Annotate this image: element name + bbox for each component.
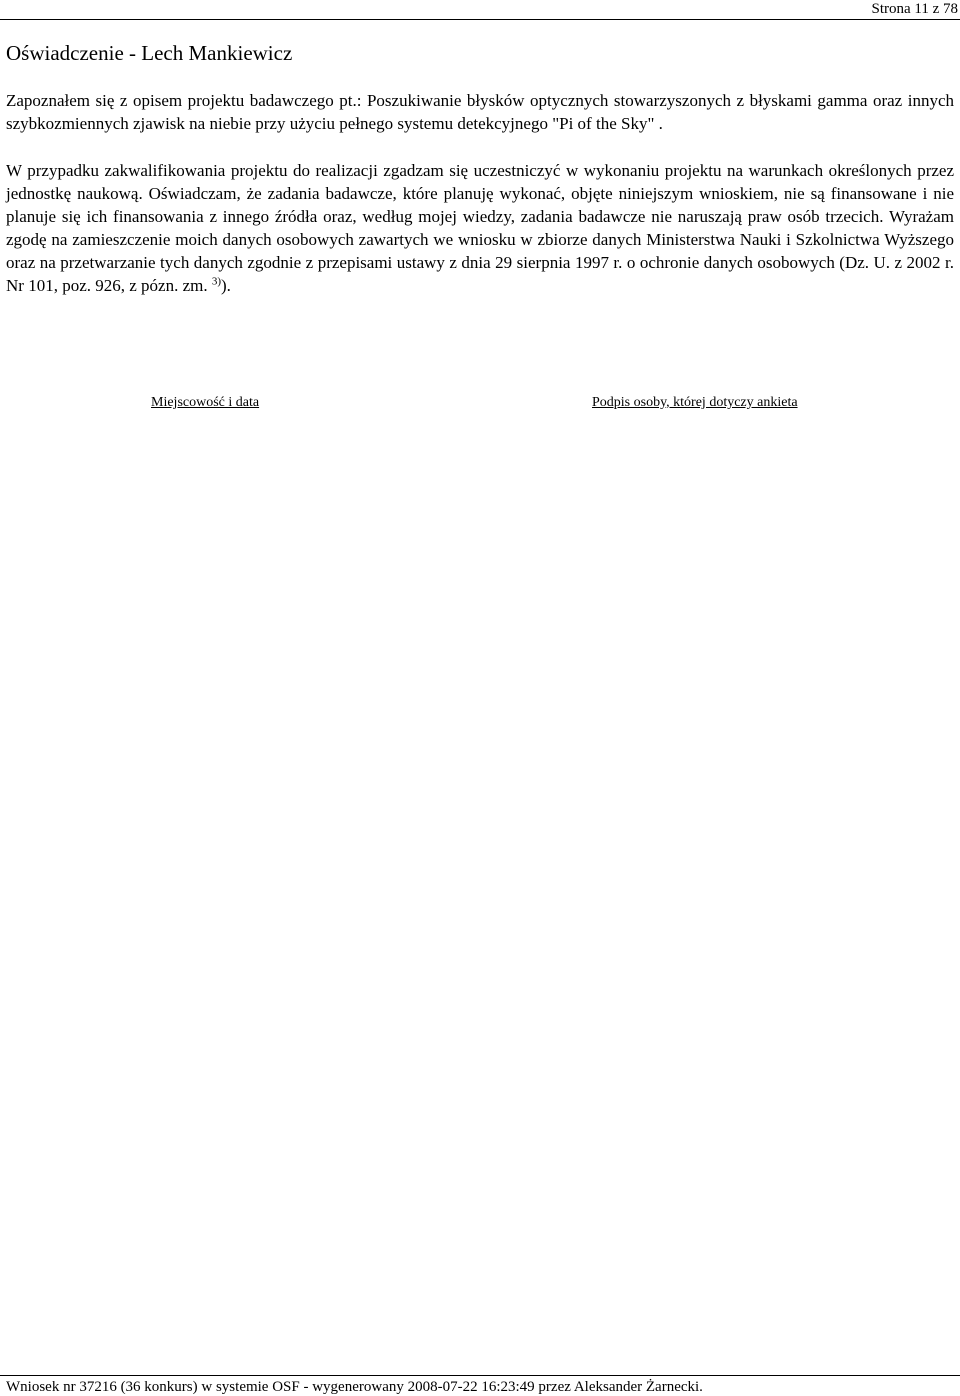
declaration-closing: ). xyxy=(221,276,231,295)
footer-divider xyxy=(0,1375,960,1376)
footer-text: Wniosek nr 37216 (36 konkurs) w systemie OSF - wygenerowany 2008-07-22 16:23:49 przez Aleksander Żarnecki. xyxy=(6,1379,703,1395)
declaration-paragraph xyxy=(6,159,954,297)
header-divider xyxy=(0,19,960,20)
signature-label: Podpis osoby, której dotyczy ankieta xyxy=(592,395,798,410)
declaration-text: W przypadku zakwalifikowania projektu do realizacji zgadzam się uczestniczyć w wykonaniu projektu na warunkach określonych przez jednostkę naukową. Oświadczam, że zadania badawcze, które planuję wykonać, objęte niniejszym wnioskiem, nie są finansowane i nie planuje się ich finansowania z innego źródła oraz, według mojej wiedzy, zadania badawcze nie naruszają praw osób trzecich. Wyrażam zgodę na zamieszczenie moich danych osobowych zawartych we wniosku w zbiorze danych Ministerstwa Nauki i Szkolnictwa Wyższego oraz na przetwarzanie tych danych zgodnie z przepisami ustawy z dnia 29 sierpnia 1997 r. o ochronie danych osobowych (Dz. U. z 2002 r. Nr 101, poz. 926, z pózn. zm. xyxy=(6,161,954,295)
place-date-label: Miejscowość i data xyxy=(151,395,260,410)
document-title: Oświadczenie - Lech Mankiewicz xyxy=(6,41,293,65)
project-acknowledgement-paragraph: Zapoznałem się z opisem projektu badawczego pt.: Poszukiwanie błysków optycznych stowarzyszonych z błyskami gamma oraz innych szybkozmiennych zjawisk na niebie przy użyciu pełnego systemu detekcyjnego "Pi of the Sky" . xyxy=(6,91,954,133)
page-number: Strona 11 z 78 xyxy=(871,1,958,17)
footnote-reference: 3) xyxy=(211,275,222,288)
